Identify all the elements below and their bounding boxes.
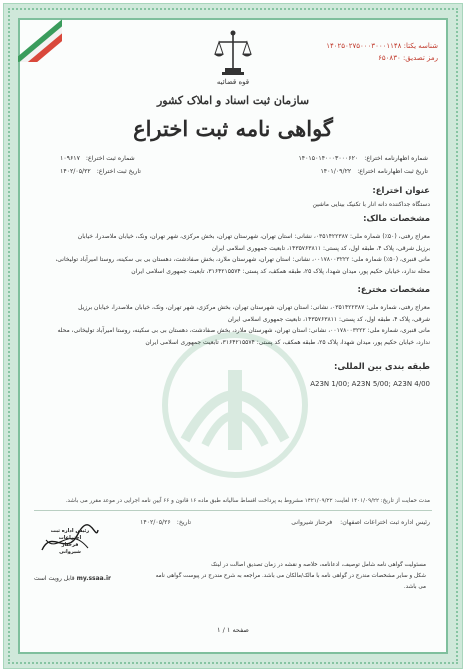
owner-line: برزیل شرقی، پلاک ۴، طبقه اول، کد پستی: ۱۴۳۵۷۶۳۸۱۱، تابعیت جمهوری اسلامی ایران (211, 244, 430, 252)
certificate-title: گواهی نامه ثبت اختراع (133, 116, 333, 141)
registration-number: شماره ثبت اختراع: ۱۰۹۶۱۷ (60, 155, 135, 162)
classification-value: A23N 1/00; A23N 5/00; A23N 4/00 (310, 380, 430, 388)
declaration-date: تاریخ ثبت اظهارنامه اختراع: ۱۴۰۱/۰۹/۲۲ (320, 168, 428, 175)
declaration-number: شماره اظهارنامه اختراع: ۱۴۰۱۵۰۱۴۰۰۰۳۰۰۰۶۲۰ (298, 155, 428, 162)
signature-row: رئیس اداره ثبت اختراعات اصفهان: فرحناز شیروانی (291, 519, 430, 526)
justice-scales-icon (213, 28, 253, 78)
signatory-name: فرحناز شیروانی (291, 519, 333, 526)
invention-heading: عنوان اختراع: (372, 186, 430, 196)
owner-line: معراج رفتی، (۵۰٪) شماره ملی: ۰۳۵۱۴۲۲۳۸۷، نشانی: استان تهران، شهرستان تهران، بخش مرکزی، شهر تهران، ونک، خیابان ملاصدرا، خیابان (77, 233, 430, 240)
inventor-line: مانی قنبری، شماره ملی: ۰۰۱۷۸۰۰۳۲۲۲، نشانی: استان تهران، شهرستان ملارد، بخش صفادشت، دهستان بی بی سکینه، روستا امیرآباد تولیخانی، محله (57, 327, 430, 334)
owners-block (36, 231, 430, 277)
protection-period: مدت حمایت از تاریخ: ۱۴۰۱/۰۹/۲۲ لغایت: ۱۴۲۱/۰۹/۲۲ مشروط به پرداخت اقساط سالیانه طبق ماده ۱۶ قانون و ۶۶ آیین نامه اجرایی در موعد مقرر می باشد. (65, 498, 430, 504)
footer-note: مسئولیت گواهی نامه شامل توصیف، ادعانامه، خلاصه و نقشه در زمان تصدیق اصالت در لینک شکل و سایر مشخصات مندرج در گواهی نامه با مالک/مالکان می باشد. مراجعه به شرح مندرج در پیوست گواهی نامه می باشد. (155, 562, 426, 590)
classification-heading: طبقه بندی بین المللی: (333, 362, 430, 372)
inventor-line: شرقی، پلاک ۴، طبقه اول، کد پستی: ۱۴۳۵۷۶۳۸۱۱، تابعیت جمهوری اسلامی ایران (227, 315, 430, 323)
judiciary-label: قوه قضائیه (216, 78, 250, 86)
registration-date: تاریخ ثبت اختراع: ۱۴۰۲/۰۵/۲۲ (60, 168, 141, 175)
serial-block (258, 40, 438, 64)
inventor-line: معراج رفتی، شماره ملی: ۰۳۵۱۴۲۲۳۸۷، نشانی: استان تهران، شهرستان تهران، بخش مرکزی، شهر تهران، ونک، خیابان ملاصدرا، خیابان برزیل (78, 304, 430, 311)
verification-site-link[interactable]: my.ssaa.ir (76, 575, 112, 582)
inventor-line: ندارد، خیابان حکیم پور، میدان شهدا، پلاک ۲۵، طبقه همکف، کد پستی: ۳۱۶۴۲۱۵۵۷۴، تابعیت جمهوری اسلامی ایران (145, 338, 430, 346)
owner-line: محله ندارد، خیابان حکیم پور، میدان شهدا، پلاک ۲۵، طبقه همکف، کد پستی: ۳۱۶۴۲۱۵۵۷۴، تابعیت جمهوری اسلامی ایران (131, 267, 430, 275)
signature-date: تاریخ: ۱۴۰۲/۰۵/۲۶ (140, 519, 192, 526)
organization-name: سازمان ثبت اسناد و املاک کشور (156, 94, 310, 107)
verification-code: رمز تصدیق: ۶۵۰۸۳۰ (378, 54, 438, 62)
divider (34, 510, 432, 511)
iran-flag-icon (18, 16, 62, 62)
inventors-heading: مشخصات مخترع: (357, 285, 430, 295)
emblem-watermark-icon (150, 330, 320, 480)
stamp-text: رئیس اداره ثبت اختراعات فرحناز شیروانی (50, 528, 90, 555)
verification-note: my.ssaa.ir قابل رویت است (34, 575, 112, 582)
owners-heading: مشخصات مالک: (363, 214, 430, 224)
tracking-id: شناسه یکتا: ۱۴۰۲۵۰۲۷۵۰۰۰۳۰۰۰۱۱۴۸ (326, 42, 438, 50)
invention-title: دستگاه جداکننده دانه انار با تکنیک بینایی ماشین (312, 201, 430, 208)
page-number: صفحه ۱ / ۱ (217, 626, 249, 634)
owner-line: مانی قنبری، (۵۰٪) شماره ملی: ۰۰۱۷۸۰۰۳۲۲۲، نشانی: استان تهران، شهرستان ملارد، بخش صفادشت، دهستان بی بی سکینه، روستا امیرآباد تولیخانی، (55, 256, 430, 263)
